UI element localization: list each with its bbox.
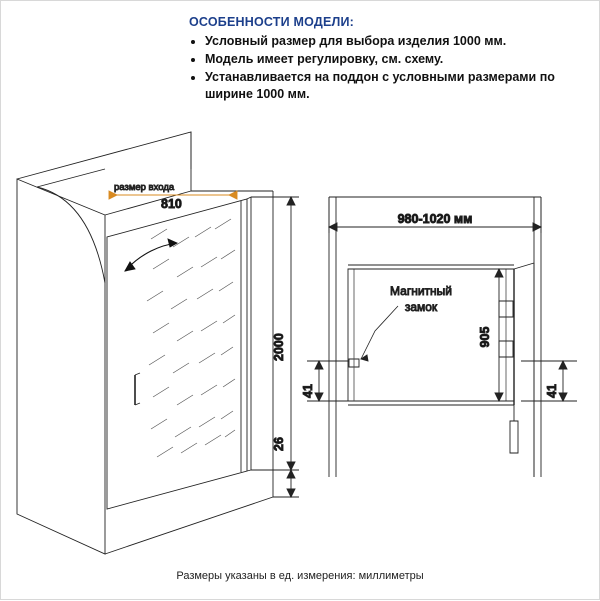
- entrance-value: 810: [161, 197, 182, 211]
- door-frame-top-link: [247, 197, 251, 199]
- front-view: [301, 197, 577, 477]
- magnet-leader-arrow: [361, 355, 368, 361]
- glass-height-dimension: [493, 269, 514, 401]
- left-isometric-view: [17, 132, 299, 554]
- features-title: ОСОБЕННОСТИ МОДЕЛИ:: [189, 15, 354, 29]
- width-label: 980-1020 мм: [397, 212, 473, 226]
- left-adjust-label: 41: [301, 384, 315, 398]
- swing-arrow-head-2: [168, 239, 177, 247]
- footer-note: Размеры указаны в ед. измерения: миллиметры: [176, 570, 424, 582]
- right-adjust-label: 41: [545, 384, 559, 398]
- handle-top: [135, 373, 140, 375]
- door-frame-bottom-link: [247, 470, 251, 471]
- magnet-leader: [361, 306, 398, 359]
- brace-top: [514, 263, 534, 269]
- side-panel-left: [17, 179, 105, 554]
- height-label: 2000: [272, 333, 286, 361]
- curved-profile-top: [37, 169, 105, 187]
- door-panel: [107, 199, 247, 509]
- bottom-gap-label: 26: [272, 437, 286, 451]
- glass-hatching: [147, 219, 235, 457]
- list-item: • Модель имеет регулировку, см. схему.: [205, 51, 589, 68]
- base-front-edge: [105, 497, 273, 554]
- technical-drawing: [1, 1, 600, 601]
- list-item: • Устанавливается на поддон с условными размерами по ширине 1000 мм.: [205, 69, 589, 103]
- magnet-label-line2: замок: [404, 300, 438, 314]
- handle-plate: [510, 421, 518, 453]
- magnet-label-line1: Магнитный: [390, 284, 452, 298]
- glass-height-label: 905: [478, 326, 492, 348]
- top-back-edge: [17, 132, 191, 179]
- bottom-gap-dimension: [251, 470, 299, 497]
- list-item: • Условный размер для выбора изделия 1000 мм.: [205, 33, 589, 50]
- entrance-label: размер входа: [114, 182, 175, 193]
